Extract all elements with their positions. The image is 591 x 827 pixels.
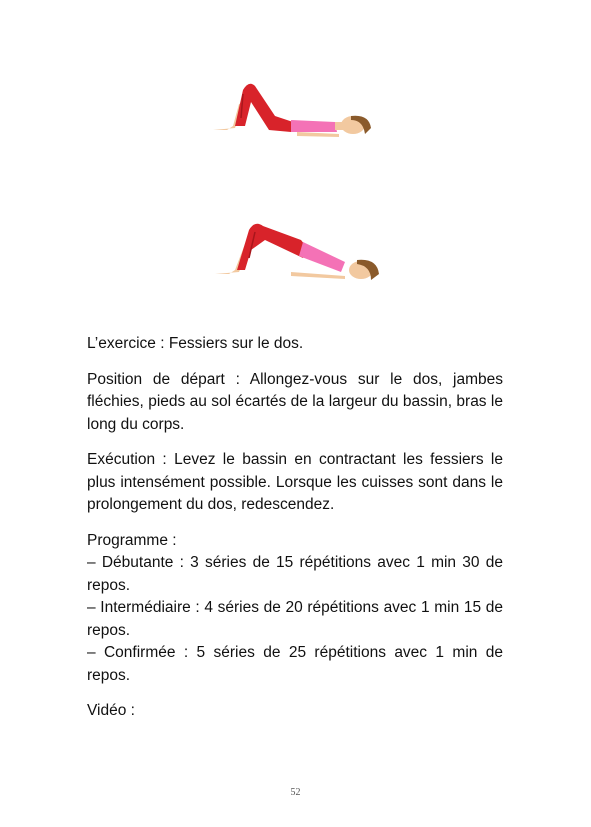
program [87, 530, 503, 688]
exercise-title: L’exercice : Fessiers sur le dos. [87, 335, 304, 352]
program-item-confirmed: – Confirmée : 5 séries de 25 répétitions avec 1 min de repos. [87, 644, 503, 684]
program-heading: Programme : [87, 531, 177, 549]
woman-hip-bridge-illustration [205, 210, 385, 300]
exercise-illustration-start [205, 68, 385, 158]
program-item-intermediate: – Intermédiaire : 4 séries de 20 répétitions avec 1 min 15 de repos. [87, 599, 503, 639]
exercise-illustration-raised [205, 210, 385, 300]
video-label: Vidéo : [87, 702, 135, 719]
woman-lying-knees-bent-illustration [205, 68, 385, 158]
start-position: Position de départ : Allongez-vous sur le dos, jambes fléchies, pieds au sol écartés de la largeur du bassin, bras le long du corps. [87, 370, 503, 433]
execution: Exécution : Levez le bassin en contractant les fessiers le plus intensément possible. Lorsque les cuisses sont dans le prolongement du dos, redescendez. [87, 451, 503, 513]
exercise-text [87, 333, 503, 736]
page-number: 52 [290, 787, 301, 798]
program-item-beginner: – Débutante : 3 séries de 15 répétitions avec 1 min 30 de repos. [87, 554, 503, 594]
